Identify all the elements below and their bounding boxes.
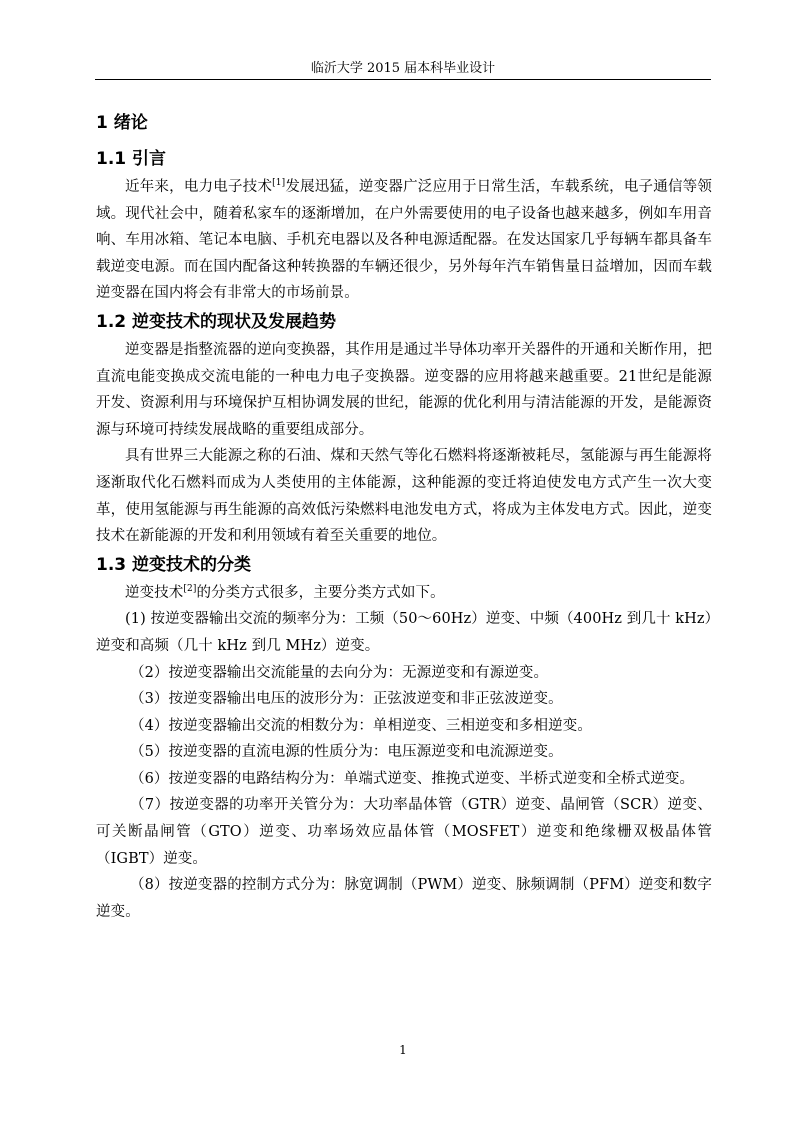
paragraph-energy-trend: 具有世界三大能源之称的石油、煤和天然气等化石燃料将逐渐被耗尽，氢能源与再生能源将逐渐取代化石燃料而成为人类使用的主体能源，这种能源的变迁将迫使发电方式产生一次大变革，使用氢能源与再生能源的高效低污染燃料电池发电方式，将成为主体发电方式。因此，逆变技术在新能源的开发和利用领域有着至关重要的地位。	[96, 448, 712, 545]
classification-item-8: （8）按逆变器的控制方式分为：脉宽调制（PWM）逆变、脉频调制（PFM）逆变和数字逆变。	[96, 877, 712, 920]
classification-item-4: （4）按逆变器输出交流的相数分为：单相逆变、三相逆变和多相逆变。	[130, 717, 592, 734]
page-header: 临沂大学 2015 届本科毕业设计	[310, 61, 496, 76]
classification-item-7: （7）按逆变器的功率开关管分为：大功率晶体管（GTR）逆变、晶闸管（SCR）逆变、可关断晶闸管（GTO）逆变、功率场效应晶体管（MOSFET）逆变和绝缘栅双极晶体管（IGBT）逆变。	[96, 797, 712, 867]
classification-item-1: (1) 按逆变器输出交流的频率分为：工频（50～60Hz）逆变、中频（400Hz 到几十 kHz）逆变和高频（几十 kHz 到几 MHz）逆变。	[96, 611, 712, 654]
page-number: 1	[399, 1043, 407, 1057]
paragraph-inverter-definition: 逆变器是指整流器的逆向变换器，其作用是通过半导体功率开关器件的开通和关断作用，把直流电能变换成交流电能的一种电力电子变换器。逆变器的应用将越来越重要。21世纪是能源开发、资源利用与环境保护互相协调发展的世纪，能源的优化利用与清洁能源的开发，是能源资源与环境可持续发展战略的重要组成部分。	[96, 341, 712, 438]
header-rule	[95, 79, 711, 80]
citation-1: [1]	[272, 178, 286, 189]
classification-item-6: （6）按逆变器的电路结构分为：单端式逆变、推挽式逆变、半桥式逆变和全桥式逆变。	[130, 770, 695, 787]
classification-item-5: （5）按逆变器的直流电源的性质分为：电压源逆变和电流源逆变。	[130, 744, 563, 761]
paragraph-text: 逆变技术	[125, 584, 184, 601]
chapter-title: 1 绪论	[96, 113, 148, 133]
paragraph-text: 的分类方式很多，主要分类方式如下。	[196, 584, 445, 601]
paragraph-introduction	[96, 174, 712, 307]
section-title-1-1: 1.1 引言	[96, 149, 167, 169]
classification-item-3: （3）按逆变器输出电压的波形分为：正弦波逆变和非正弦波逆变。	[130, 691, 563, 708]
paragraph-text: 发展迅猛，逆变器广泛应用于日常生活，车载系统，电子通信等领域。现代社会中，随着私家车的逐渐增加，在户外需要使用的电子设备也越来越多，例如车用音响、车用冰箱、笔记本电脑、手机充电器以及各种电源适配器。在发达国家几乎每辆车都具备车载逆变电源。而在国内配备这种转换器的车辆还很少，另外每年汽车销售量日益增加，因而车载逆变器在国内将会有非常大的市场前景。	[96, 179, 713, 302]
paragraph-classification-intro	[96, 580, 712, 607]
section-title-1-2: 1.2 逆变技术的现状及发展趋势	[96, 311, 337, 332]
section-title-1-3: 1.3 逆变技术的分类	[96, 554, 252, 575]
citation-2: [2]	[183, 583, 197, 594]
classification-item-2: （2）按逆变器输出交流能量的去向分为：无源逆变和有源逆变。	[130, 664, 549, 681]
page-body	[96, 110, 712, 925]
paragraph-text: 近年来，电力电子技术	[125, 179, 273, 195]
